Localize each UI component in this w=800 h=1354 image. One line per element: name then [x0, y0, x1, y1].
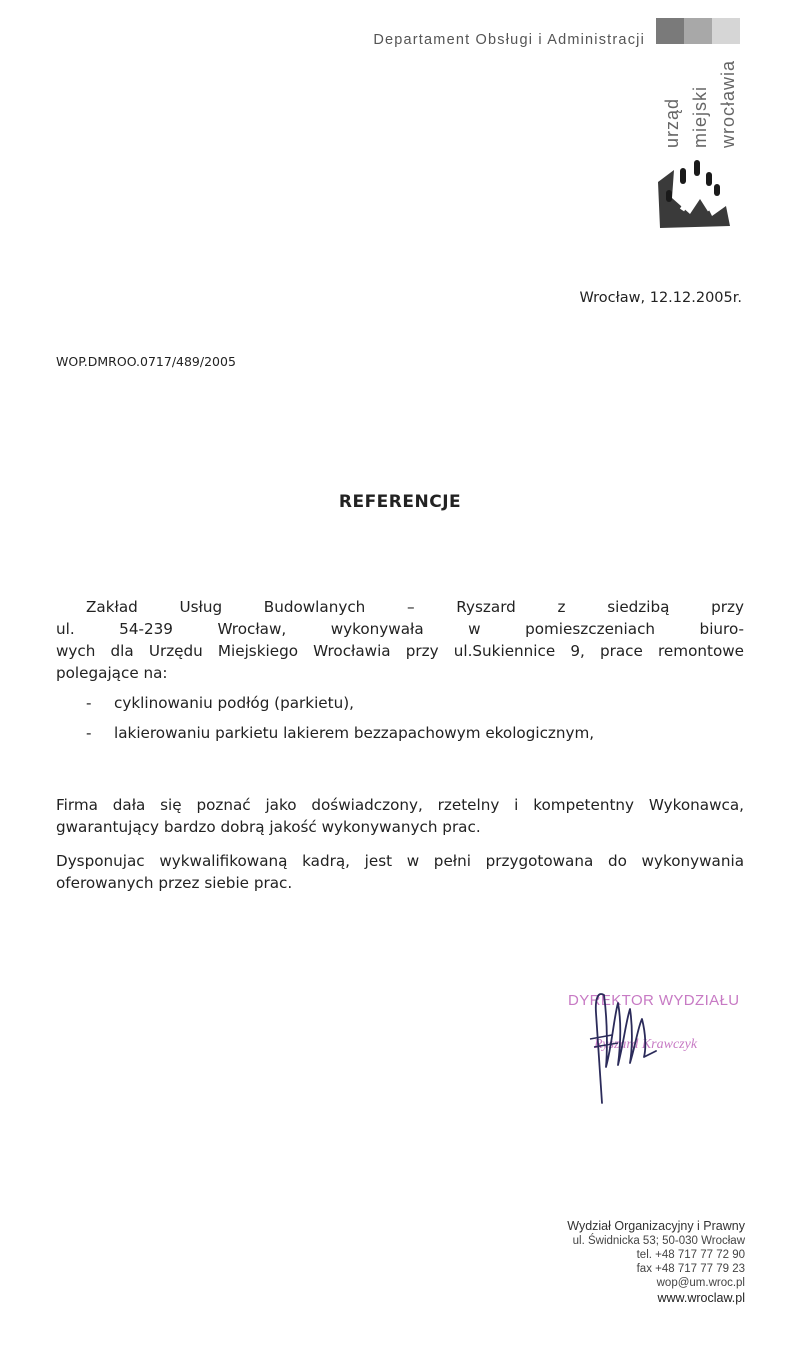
logo-bar-segment-dark: [656, 18, 684, 44]
logo-word-urzad: urząd: [662, 97, 682, 148]
reference-number: WOP.DMROO.0717/489/2005: [56, 354, 236, 369]
city-hall-logo-wordmark: [656, 46, 740, 156]
paragraph-line: Zakład Usług Budowlanych – Ryszard z siedzibą przy: [86, 598, 744, 616]
list-item-text: lakierowaniu parkietu lakierem bezzapachowym ekologicznym,: [114, 724, 595, 742]
footer-contact: [500, 1219, 745, 1306]
logo-color-bar: [656, 18, 740, 44]
stamp-title: DYREKTOR WYDZIAŁU: [568, 992, 740, 1009]
list-item-text: cyklinowaniu podłóg (parkietu),: [114, 694, 354, 712]
logo-bar-segment-light: [712, 18, 740, 44]
footer-address: ul. Świdnicka 53; 50-030 Wrocław: [572, 1235, 745, 1247]
paragraph-intro: [56, 596, 744, 684]
paragraph-line: polegające na:: [56, 664, 168, 682]
logo-word-wroclawia: wrocławia: [718, 59, 738, 148]
footer-email[interactable]: wop@um.wroc.pl: [656, 1277, 745, 1289]
list-item: [86, 722, 746, 744]
paragraph-line: wych dla Urzędu Miejskiego Wrocławia przy ul.Sukiennice 9, prace remontowe: [56, 642, 744, 660]
footer-website[interactable]: www.wroclaw.pl: [657, 1291, 745, 1305]
list-item: [86, 692, 746, 714]
work-scope-list: [86, 692, 746, 752]
footer-department: Wydział Organizacyjny i Prawny: [567, 1219, 745, 1233]
footer-phone: tel. +48 717 77 72 90: [636, 1249, 745, 1261]
logo-word-miejski: miejski: [690, 85, 710, 148]
handwritten-signature: [560, 985, 760, 1115]
paragraph-line: Dysponujac wykwalifikowaną kadrą, jest w pełni przygotowana do wykonywania: [56, 852, 744, 870]
paragraph-assessment: [56, 794, 744, 838]
logo-bar-segment-mid: [684, 18, 712, 44]
paragraph-qualifications: [56, 850, 744, 894]
footer-fax: fax +48 717 77 79 23: [636, 1263, 745, 1275]
city-crest-icon: [652, 150, 732, 230]
letter-date: Wrocław, 12.12.2005r.: [579, 290, 742, 306]
department-name: Departament Obsługi i Administracji: [373, 32, 645, 48]
stamp-name: Ryszard Krawczyk: [594, 1037, 698, 1052]
paragraph-line: oferowanych przez siebie prac.: [56, 874, 293, 892]
document-title: REFERENCJE: [338, 492, 462, 512]
bullet-marker: -: [86, 724, 92, 742]
paragraph-line: gwarantujący bardzo dobrą jakość wykonywanych prac.: [56, 818, 481, 836]
bullet-marker: -: [86, 694, 92, 712]
paragraph-line: ul. 54-239 Wrocław, wykonywała w pomieszczeniach biuro-: [56, 620, 744, 638]
paragraph-line: Firma dała się poznać jako doświadczony, rzetelny i kompetentny Wykonawca,: [56, 796, 744, 814]
signature-block: [560, 985, 760, 1115]
